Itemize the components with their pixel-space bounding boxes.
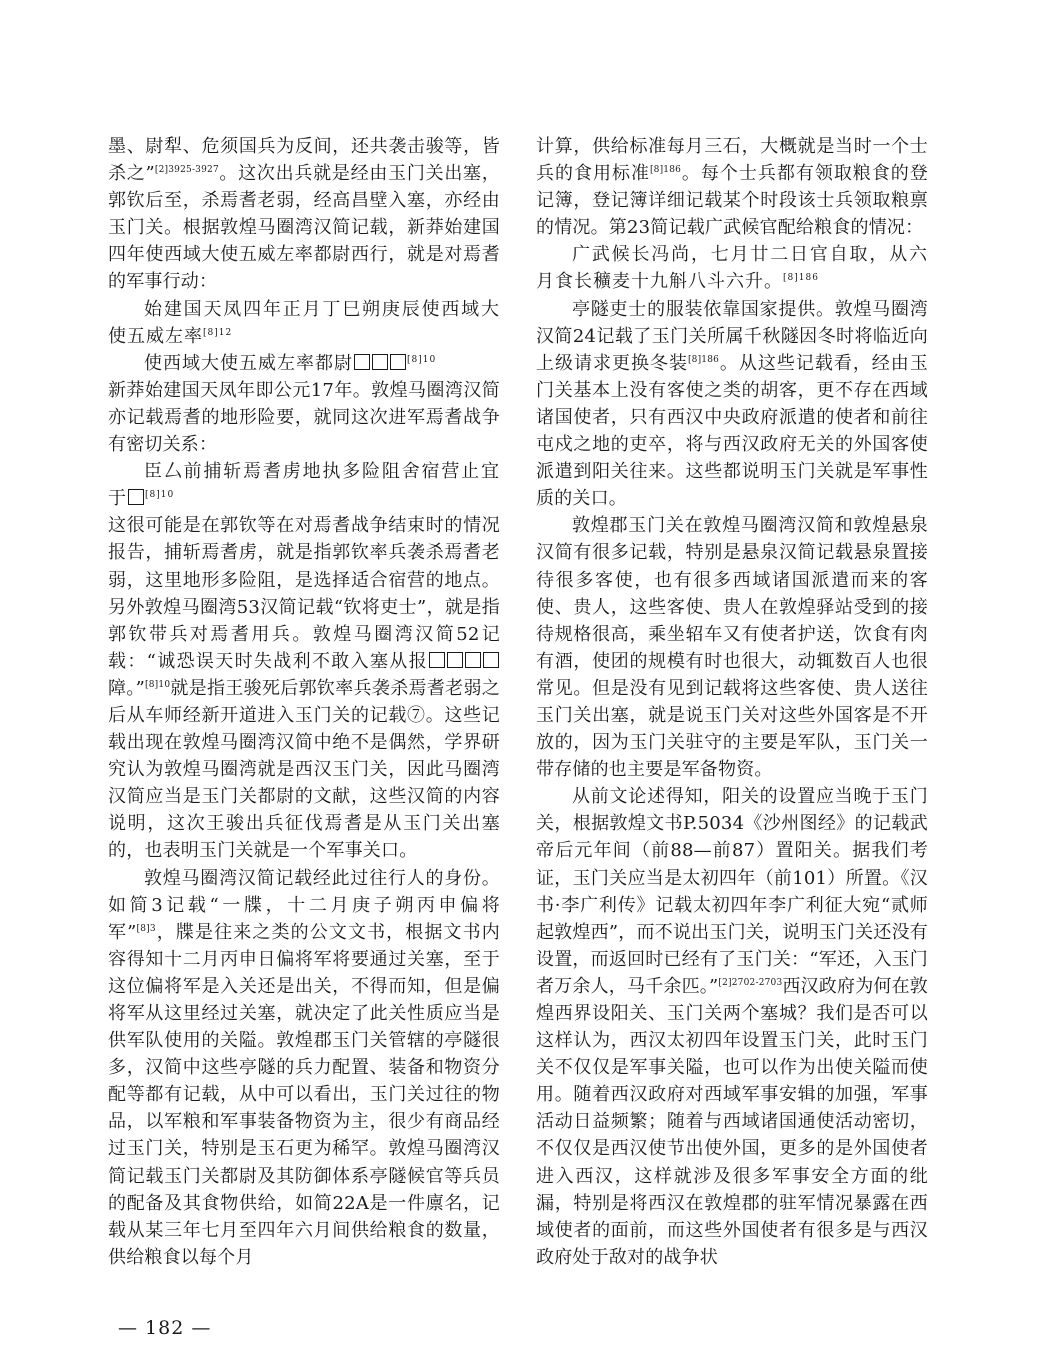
paragraph: 这很可能是在郭钦等在对焉耆战争结束时的情况报告，捕斩焉耆虏，就是指郭钦率兵袭杀焉耆老弱，这里地形多险阻，是选择适合宿营的地点。另外敦煌马圈湾53汉简记载“钦将吏士”，就是指郭钦带兵对焉耆用兵。敦煌马圈湾汉简52记载：“诚恐误天时失战利不敢入塞从报障。”$^{[8]10}$就是指王骏死后郭钦率兵袭杀焉耆老弱之后从车师经新开道进入玉门关的记载⑦。这些记载出现在敦煌马圈湾汉简中绝不是偶然，学界研究认为敦煌马圈湾就是西汉玉门关，因此马圈湾汉简应当是玉门关都尉的文献，这些汉简的内容说明，这次王骏出兵征伐焉耆是从玉门关出塞的，也表明玉门关就是一个军事关口。 — [108, 515, 500, 862]
paragraph: 新莽始建国天凤年即公元17年。敦煌马圈湾汉简亦记载焉耆的地形险要，就同这次进军焉耆战争有密切关系： — [108, 379, 500, 456]
missing-char-box — [372, 354, 388, 370]
paragraph: 墨、尉犁、危须国兵为反间，还共袭击骏等，皆杀之”$^{[2]3925-3927}$。这次出兵就是经由玉门关出塞，郭钦后至，杀焉耆老弱，经高昌壁入塞，亦经由玉门关。根据敦煌马圈湾汉简记载，新莽始建国四年使西域大使五威左率都尉西行，就是对焉耆的军事行动： — [108, 136, 500, 293]
missing-char-box — [429, 652, 445, 668]
paragraph: 敦煌郡玉门关在敦煌马圈湾汉简和敦煌悬泉汉简有很多记载，特别是悬泉汉简记载悬泉置接待很多客使，也有很多西域诸国派遣而来的客使、贵人，这些客使、贵人在敦煌驿站受到的接待规格很高，乘坐轺车又有使者护送，饮食有肉有酒，使团的规模有时也很大，动辄数百人也很常见。但是没有见到记载将这些客使、贵人送往玉门关出塞，就是说玉门关对这些外国客是不开放的，因为玉门关驻守的主要是军队，玉门关一带存储的也主要是军备物资。 — [536, 515, 928, 781]
missing-char-box — [483, 652, 499, 668]
quotation: 始建国天凤四年正月丁巳朔庚辰使西域大使五威左率$^{[8]12}$ — [108, 298, 500, 347]
paragraph: 敦煌马圈湾汉简记载经此过往行人的身份。如简3记载“一牒，十二月庚子朔丙申偏将军”$^{[8]3}$，牒是往来之类的公文文书，根据文书内容得知十二月丙申日偏将军将要通过关塞，至于这位偏将军是入关还是出关，不得而知，但是偏将军从这里经过关塞，就决定了此关性质应当是供军队使用的关隘。敦煌郡玉门关管辖的亭隧很多，汉简中这些亭隧的兵力配置、装备和物资分配等都有记载，从中可以看出，玉门关过往的物品，以军粮和军事装备物资为主，很少有商品经过玉门关，特别是玉石更为稀罕。敦煌马圈湾汉简记载玉门关都尉及其防御体系亭隧候官等兵员的配备及其食物供给，如简22A是一件廪名，记载从某三年七月至四年六月间供给粮食的数量，供给粮食以每个月 — [108, 867, 500, 1268]
page-number: — 182 — — [118, 1317, 212, 1339]
left-column — [108, 133, 500, 1271]
missing-char-box — [354, 354, 370, 370]
missing-char-box — [128, 489, 144, 505]
quotation: 使西域大使五威左率都尉 $^{[8]10}$ — [144, 352, 437, 374]
quotation: 臣厶前捕斩焉耆虏地执多险阻舍宿营止宜于 $^{[8]10}$ — [108, 461, 500, 510]
missing-char-box — [447, 652, 463, 668]
paragraph: 亭隧吏士的服装依靠国家提供。敦煌马圈湾汉简24记载了玉门关所属千秋隧因冬时将临近向上级请求更换冬装$^{[8]186}$。从这些记载看，经由玉门关基本上没有客使之类的胡客，更不存在西域诸国使者，只有西汉中央政府派遣的使者和前往屯戍之地的吏卒，将与西汉政府无关的外国客使派遣到阳关往来。这些都说明玉门关就是军事性质的关口。 — [536, 298, 928, 510]
missing-char-box — [390, 354, 406, 370]
paragraph: 计算，供给标准每月三石，大概就是当时一个士兵的食用标准$^{[8]186}$。每个士兵都有领取粮食的登记簿，登记簿详细记载某个时段该士兵领取粮禀的情况。第23简记载广武候官配给粮食的情况： — [536, 136, 928, 239]
paragraph: 从前文论述得知，阳关的设置应当晚于玉门关，根据敦煌文书P.5034《沙州图经》的记载武帝后元年间（前88—前87）置阳关。据我们考证，玉门关应当是太初四年（前101）所置。《汉书·李广利传》记载太初四年李广利征大宛“贰师起敦煌西”，而不说出玉门关，说明玉门关还没有设置，而返回时已经有了玉门关：“军还，入玉门者万余人，马千余匹。”$^{[2]2702-2703}$西汉政府为何在敦煌西界设阳关、玉门关两个塞城？我们是否可以这样认为，西汉太初四年设置玉门关，此时玉门关不仅仅是军事关隘，也可以作为出使关隘而使用。随着西汉政府对西域军事安辑的加强，军事活动日益频繁；随着与西域诸国通使活动密切，不仅仅是西汉使节出使外国，更多的是外国使者进入西汉，这样就涉及很多军事安全方面的纰漏，特别是将西汉在敦煌郡的驻军情况暴露在西域使者的面前，而这些外国使者有很多是与西汉政府处于敌对的战争状 — [536, 786, 929, 1268]
right-column — [536, 133, 928, 1271]
missing-char-box — [465, 652, 481, 668]
quotation: 广武候长冯尚，七月廿二日官自取，从六月食长穬麦十九斛八斗六升。$^{[8]186}$ — [536, 244, 928, 293]
